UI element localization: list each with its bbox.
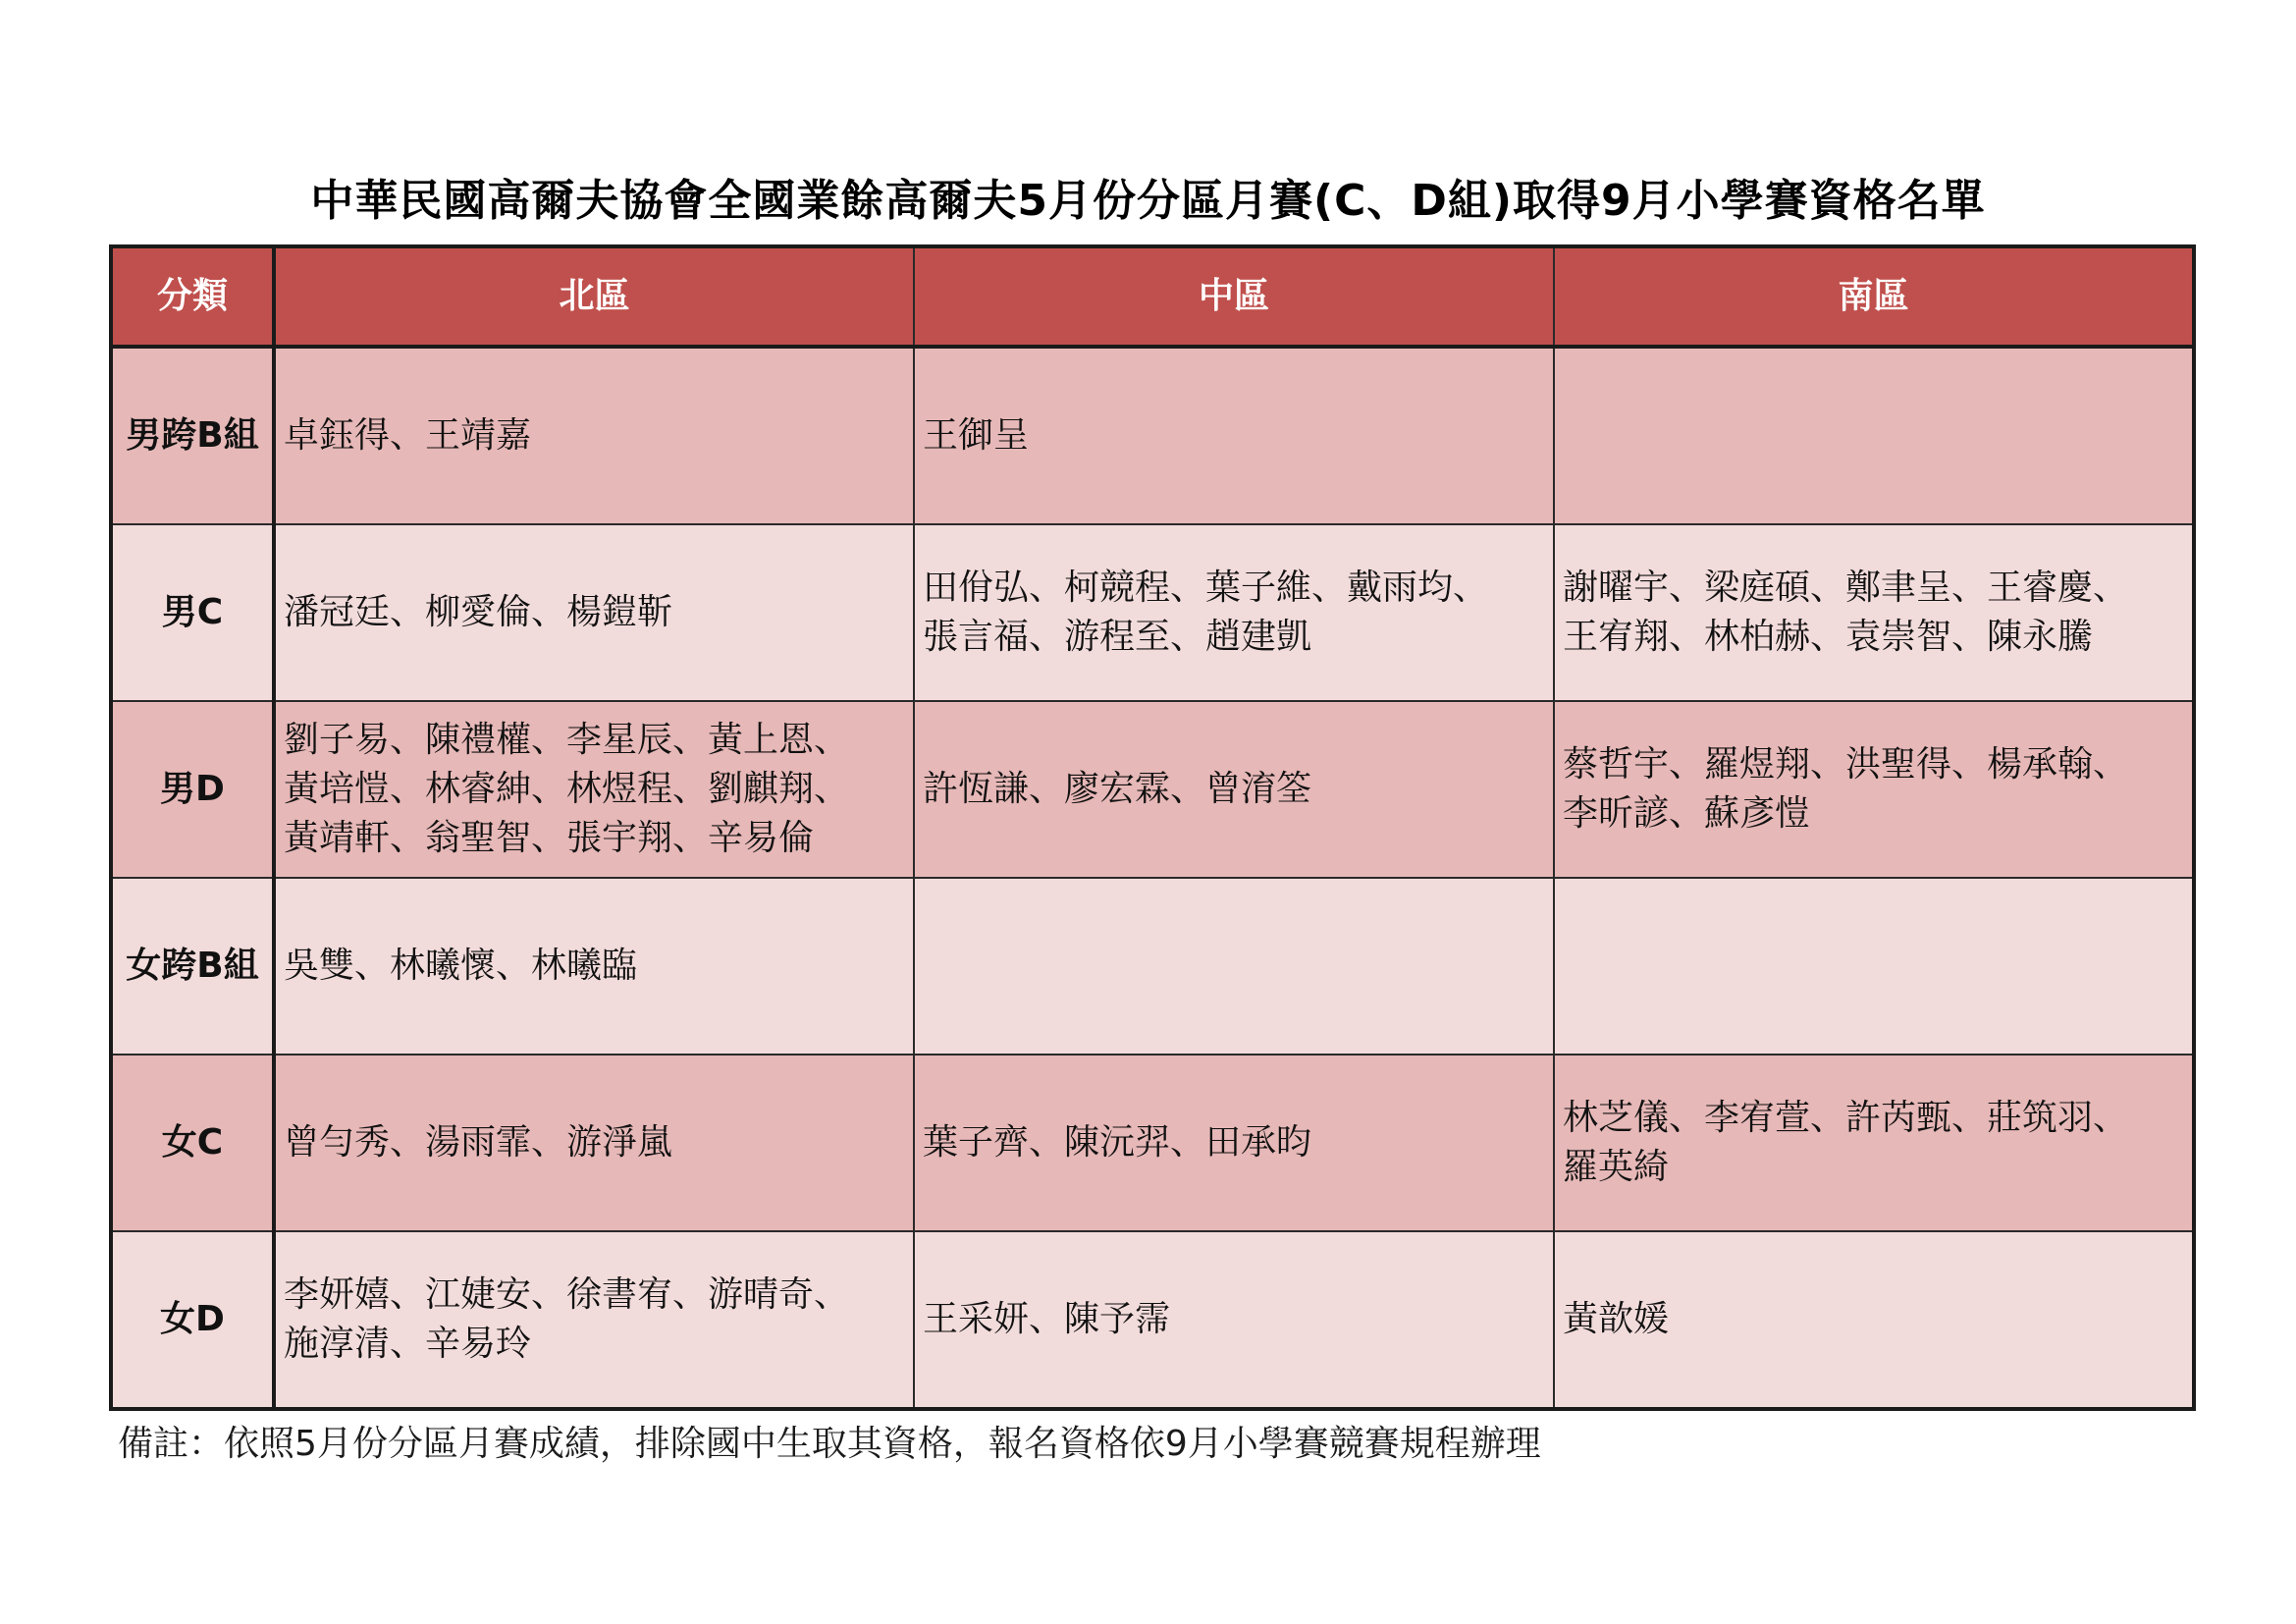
table-row — [111, 347, 2194, 524]
cell-north — [274, 524, 914, 701]
table-row — [111, 1055, 2194, 1231]
cell-north — [274, 701, 914, 878]
header-south: 南區 — [1554, 246, 2194, 347]
table-row — [111, 878, 2194, 1055]
row-category: 男D — [111, 701, 274, 878]
cell-south — [1554, 524, 2194, 701]
cell-north — [274, 1231, 914, 1409]
name-line: 劉子易、陳禮權、李星辰、黃上恩、 — [284, 720, 850, 760]
document-title: 中華民國高爾夫協會全國業餘高爾夫5月份分區月賽(C、D組)取得9月小學賽資格名單 — [310, 176, 1986, 226]
name-line: 許恆謙、廖宏霖、曾淯筌 — [923, 769, 1312, 809]
table-header-row — [111, 246, 2194, 347]
cell-north — [274, 1055, 914, 1231]
row-category: 女C — [111, 1055, 274, 1231]
cell-south — [1554, 347, 2194, 524]
name-line: 吳雙、林曦懷、林曦臨 — [284, 946, 638, 986]
cell-north — [274, 347, 914, 524]
name-line: 蔡哲宇、羅煜翔、洪聖得、楊承翰、 — [1563, 744, 2129, 785]
cell-south — [1554, 878, 2194, 1055]
name-line: 黃靖軒、翁聖智、張宇翔、辛易倫 — [284, 818, 815, 858]
table-row — [111, 1231, 2194, 1409]
name-line: 潘冠廷、柳愛倫、楊鎧靳 — [284, 592, 673, 632]
qualification-table — [109, 244, 2196, 1411]
header-category: 分類 — [111, 246, 274, 347]
name-line: 黃歆媛 — [1563, 1299, 1670, 1339]
name-line: 張言福、游程至、趙建凱 — [923, 617, 1312, 657]
row-category: 男C — [111, 524, 274, 701]
row-category: 女跨B組 — [111, 878, 274, 1055]
name-line: 李昕諺、蘇彥愷 — [1563, 793, 1811, 834]
cell-central — [914, 1055, 1554, 1231]
name-line: 李妍嬉、江婕安、徐書宥、游晴奇、 — [284, 1274, 850, 1315]
cell-south — [1554, 1231, 2194, 1409]
name-line: 王御呈 — [923, 415, 1030, 456]
header-central: 中區 — [914, 246, 1554, 347]
name-line: 王采妍、陳予霈 — [923, 1299, 1171, 1339]
name-line: 謝曜宇、梁庭碩、鄭聿呈、王睿慶、 — [1563, 568, 2129, 608]
name-line: 葉子齊、陳沅羿、田承昀 — [923, 1122, 1312, 1163]
cell-central — [914, 524, 1554, 701]
table-row — [111, 701, 2194, 878]
name-line: 林芝儀、李宥萱、許芮甄、莊筑羽、 — [1563, 1098, 2129, 1138]
row-category: 男跨B組 — [111, 347, 274, 524]
footnote: 備註：依照5月份分區月賽成績，排除國中生取其資格，報名資格依9月小學賽競賽規程辦理 — [118, 1424, 1541, 1464]
cell-central — [914, 878, 1554, 1055]
cell-central — [914, 347, 1554, 524]
cell-north — [274, 878, 914, 1055]
row-category: 女D — [111, 1231, 274, 1409]
cell-south — [1554, 1055, 2194, 1231]
name-line: 施淳清、辛易玲 — [284, 1324, 532, 1364]
cell-south — [1554, 701, 2194, 878]
name-line: 卓鈺得、王靖嘉 — [284, 415, 532, 456]
name-line: 王宥翔、林柏赫、袁崇智、陳永騰 — [1563, 617, 2094, 657]
name-line: 黃培愷、林睿紳、林煜程、劉麒翔、 — [284, 769, 850, 809]
name-line: 田佾弘、柯競程、葉子維、戴雨均、 — [923, 568, 1489, 608]
cell-central — [914, 701, 1554, 878]
cell-central — [914, 1231, 1554, 1409]
name-line: 曾勻秀、湯雨霏、游淨嵐 — [284, 1122, 673, 1163]
table-row — [111, 524, 2194, 701]
name-line: 羅英綺 — [1563, 1147, 1670, 1187]
header-north: 北區 — [274, 246, 914, 347]
